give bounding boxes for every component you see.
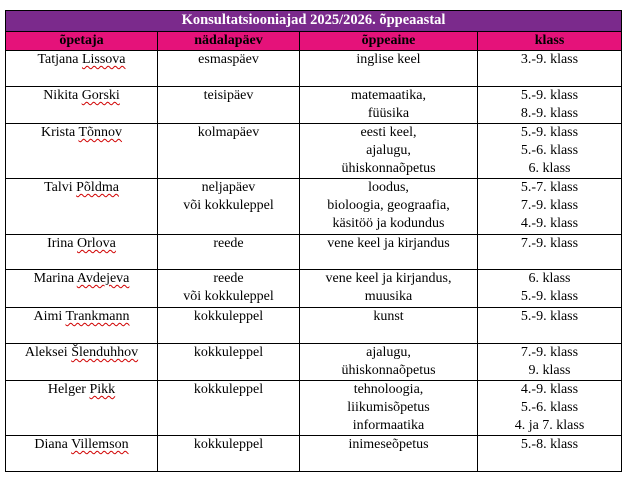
teacher-cell — [6, 87, 158, 124]
class-line: 6. klass — [528, 161, 571, 176]
teacher-cell — [6, 436, 158, 472]
teacher-last-name: Villemson — [71, 437, 129, 452]
table-row — [6, 436, 622, 472]
teacher-last-name: Šlenduhhov — [71, 345, 139, 360]
weekday-line: kokkuleppel — [193, 309, 264, 324]
class-line: 7.-9. klass — [520, 345, 579, 360]
table-row — [6, 87, 622, 124]
class-line: 3.-9. klass — [520, 52, 579, 67]
subject-line: ajalugu, — [366, 143, 411, 158]
subject-cell — [300, 436, 478, 472]
consultation-table — [5, 10, 622, 472]
class-cell — [478, 270, 622, 308]
weekday-cell — [158, 308, 300, 344]
subject-line: muusika — [364, 289, 413, 304]
subject-line: eesti keel, — [360, 125, 417, 140]
header-teacher: õpetaja — [6, 32, 158, 51]
subject-line: loodus, — [368, 180, 409, 195]
weekday-line: reede — [213, 236, 244, 251]
table-body — [6, 51, 622, 472]
weekday-line: neljapäev — [201, 180, 256, 195]
teacher-first-name: Aleksei — [24, 345, 68, 360]
class-cell — [478, 124, 622, 179]
teacher-last-name: Lissova — [81, 52, 126, 67]
class-line: 7.-9. klass — [520, 198, 579, 213]
class-line: 5.-9. klass — [520, 88, 579, 103]
weekday-line: või kokkuleppel — [183, 289, 274, 304]
teacher-cell — [6, 308, 158, 344]
subject-cell — [300, 270, 478, 308]
table-row — [6, 235, 622, 270]
table-row — [6, 179, 622, 235]
class-line: 9. klass — [528, 363, 571, 378]
class-line: 5.-6. klass — [520, 400, 579, 415]
weekday-cell — [158, 270, 300, 308]
class-cell — [478, 51, 622, 87]
subject-line: füüsika — [367, 106, 410, 121]
class-cell — [478, 344, 622, 381]
weekday-cell — [158, 436, 300, 472]
class-line: 5.-9. klass — [520, 125, 579, 140]
weekday-line: kokkuleppel — [193, 382, 264, 397]
class-line: 5.-6. klass — [520, 143, 579, 158]
subject-line: inglise keel — [356, 52, 421, 67]
subject-line: inimeseõpetus — [348, 437, 429, 452]
teacher-first-name: Krista — [40, 125, 76, 140]
subject-line: käsitöö ja kodundus — [332, 216, 445, 231]
class-line: 8.-9. klass — [520, 106, 579, 121]
class-cell — [478, 308, 622, 344]
weekday-line: esmaspäev — [198, 52, 259, 67]
class-cell — [478, 235, 622, 270]
weekday-line: kokkuleppel — [193, 437, 264, 452]
subject-line: bioloogia, geograafia, — [327, 198, 450, 213]
subject-line: liikumisõpetus — [347, 400, 430, 415]
weekday-cell — [158, 235, 300, 270]
class-line: 5.-8. klass — [520, 437, 579, 452]
subject-line: matemaatika, — [350, 88, 427, 103]
table-row — [6, 308, 622, 344]
class-cell — [478, 381, 622, 436]
subject-cell — [300, 51, 478, 87]
teacher-last-name: Tõnnov — [78, 125, 123, 140]
header-subject: õppeaine — [300, 32, 478, 51]
weekday-cell — [158, 51, 300, 87]
table-row — [6, 51, 622, 87]
teacher-last-name: Pikk — [89, 382, 116, 397]
class-line: 5.-9. klass — [520, 309, 579, 324]
subject-cell — [300, 235, 478, 270]
subject-cell — [300, 344, 478, 381]
subject-line: vene keel ja kirjandus, — [325, 271, 452, 286]
teacher-first-name: Aimi — [33, 309, 63, 324]
teacher-cell — [6, 179, 158, 235]
subject-line: ühiskonnaõpetus — [341, 161, 436, 176]
weekday-line: või kokkuleppel — [183, 198, 274, 213]
class-line: 4.-9. klass — [520, 216, 579, 231]
table-row — [6, 344, 622, 381]
class-cell — [478, 87, 622, 124]
table-row — [6, 124, 622, 179]
weekday-line: teisipäev — [203, 88, 254, 103]
teacher-first-name: Diana — [34, 437, 68, 452]
subject-cell — [300, 87, 478, 124]
subject-line: kunst — [373, 309, 404, 324]
header-weekday: nädalapäev — [158, 32, 300, 51]
teacher-cell — [6, 235, 158, 270]
teacher-first-name: Nikita — [43, 88, 79, 103]
table-row — [6, 381, 622, 436]
teacher-cell — [6, 51, 158, 87]
class-cell — [478, 436, 622, 472]
weekday-line: kokkuleppel — [193, 345, 264, 360]
subject-cell — [300, 381, 478, 436]
teacher-last-name: Orlova — [77, 236, 116, 251]
teacher-first-name: Irina — [47, 236, 74, 251]
teacher-first-name: Talvi — [44, 180, 73, 195]
weekday-line: kolmapäev — [197, 125, 260, 140]
subject-cell — [300, 308, 478, 344]
teacher-cell — [6, 344, 158, 381]
teacher-first-name: Helger — [47, 382, 86, 397]
teacher-first-name: Marina — [33, 271, 75, 286]
header-row — [6, 32, 622, 51]
weekday-cell — [158, 87, 300, 124]
teacher-cell — [6, 270, 158, 308]
weekday-cell — [158, 124, 300, 179]
title-row — [6, 11, 622, 32]
schedule-container — [5, 10, 621, 472]
header-class: klass — [478, 32, 622, 51]
weekday-cell — [158, 344, 300, 381]
class-line: 5.-9. klass — [520, 289, 579, 304]
subject-line: ajalugu, — [366, 345, 411, 360]
subject-line: tehnoloogia, — [353, 382, 424, 397]
weekday-cell — [158, 381, 300, 436]
teacher-last-name: Põldma — [76, 180, 119, 195]
teacher-cell — [6, 381, 158, 436]
class-cell — [478, 179, 622, 235]
weekday-line: reede — [213, 271, 244, 286]
subject-line: ühiskonnaõpetus — [341, 363, 436, 378]
teacher-last-name: Gorski — [81, 88, 120, 103]
subject-line: vene keel ja kirjandus — [327, 236, 450, 251]
weekday-cell — [158, 179, 300, 235]
teacher-last-name: Trankmann — [65, 309, 130, 324]
table-title: Konsultatsiooniajad 2025/2026. õppeaastal — [6, 11, 622, 32]
subject-cell — [300, 124, 478, 179]
subject-line: informaatika — [352, 418, 425, 433]
class-line: 5.-7. klass — [520, 180, 579, 195]
teacher-last-name: Avdejeva — [76, 271, 130, 286]
class-line: 4.-9. klass — [520, 382, 579, 397]
class-line: 4. ja 7. klass — [514, 418, 585, 433]
table-row — [6, 270, 622, 308]
subject-cell — [300, 179, 478, 235]
class-line: 6. klass — [528, 271, 571, 286]
teacher-cell — [6, 124, 158, 179]
class-line: 7.-9. klass — [520, 236, 579, 251]
teacher-first-name: Tatjana — [37, 52, 79, 67]
